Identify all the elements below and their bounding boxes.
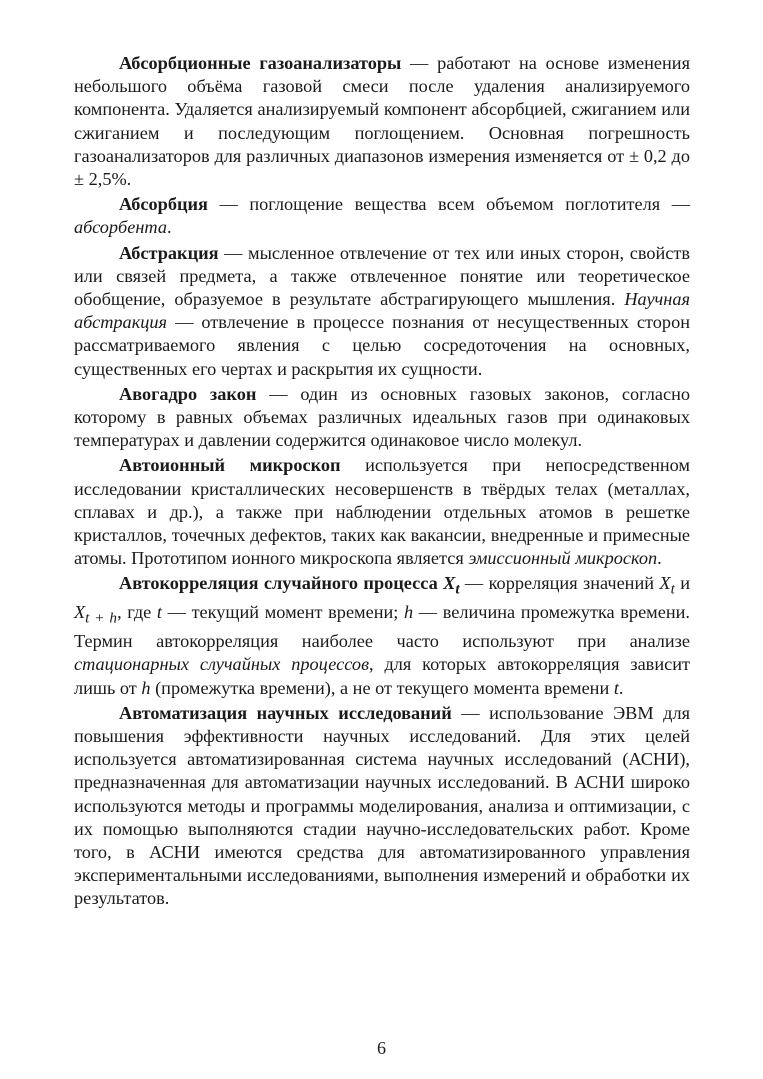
math-variable: h xyxy=(404,602,414,623)
entry-research-automation xyxy=(74,702,690,911)
entry-text: — один из основных газовых законов, согласно которому в равных объемах различных идеальных газов при одинаковых температурах и давлении содержится одинаковое число молекул. xyxy=(74,383,690,451)
math-variable: X xyxy=(74,602,86,623)
page-body xyxy=(74,52,690,913)
entry-term: Абсорбционные газоанализаторы xyxy=(119,53,402,73)
entry-term: Автокорреляция случайного процесса xyxy=(119,573,444,594)
entry-text: . xyxy=(618,677,624,698)
math-variable: X xyxy=(659,573,671,594)
entry-text: , где xyxy=(117,602,157,623)
entry-absorption xyxy=(74,193,690,239)
entry-text: — отвлечение в процессе познания от несущественных сторон рассматриваемого явления с целью сосредоточения на основных, существенных его чертах и раскрытия их сущности. xyxy=(74,312,690,379)
math-subscript: t + h xyxy=(85,609,118,627)
term-variable: X xyxy=(443,573,456,594)
entry-term: Абсорбция xyxy=(119,194,208,215)
entry-text: используется при непосредственном исследовании кристаллических несовершенств в твёрдых телах (металлах, сплавах и др.), а также при наблюдении отдельных атомов в решетке кристаллов, точечных дефектов, таких как вакансии, внедренные и примесные атомы. Прототипом ионного микроскопа является xyxy=(74,455,691,569)
entry-text: (промежутка времени), а не от текущего момента времени xyxy=(150,677,614,698)
page-number: 6 xyxy=(377,1038,386,1058)
entry-italic-ref: абсорбента xyxy=(74,217,167,238)
entry-field-ion-microscope xyxy=(74,454,690,570)
entry-term: Абстракция xyxy=(119,242,219,263)
entry-text: — поглощение вещества всем объемом поглотителя — xyxy=(207,194,690,215)
entry-text: — использование ЭВМ для повышения эффективности научных исследований. Для этих целей используется автоматизированная система научных исследований (АСНИ), предназначенная для автоматизации научных исследований. В АСНИ широко используются методы и программы моделирования, анализа и оптимизации, с их помощью выполняются стадии научно-исследовательских работ. Кроме того, в АСНИ имеются средства для автоматизированного управления экспериментальными исследованиями, выполнения измерений и обработки их результатов. xyxy=(74,702,690,909)
entry-text: и xyxy=(674,573,690,594)
entry-text: . xyxy=(166,217,172,238)
entry-abstraction xyxy=(74,242,690,381)
entry-text: , для которых автокорреляция зависит лишь от xyxy=(74,654,690,698)
entry-text: . xyxy=(657,548,662,569)
entry-text: — работают на основе изменения небольшого объёма газовой смеси после удаления анализируемого компонента. Удаляется анализируемый компонент абсорбцией, сжиганием или сжиганием и последующим поглощением. Основная погрешность газоанализаторов для различных диапазонов измерения изменяется от ± 0,2 до ± 2,5%. xyxy=(74,53,690,190)
entry-text: — корреляция значений xyxy=(459,573,660,594)
entry-text: — текущий момент времени; xyxy=(162,602,405,623)
entry-italic-ref: эмиссионный микроскоп xyxy=(468,548,658,569)
entry-term: Авогадро закон xyxy=(119,383,257,404)
term-variable-subscript: t xyxy=(455,581,460,599)
entry-avogadro-law xyxy=(74,383,690,453)
math-variable: t xyxy=(156,602,163,623)
entry-autocorrelation xyxy=(74,572,690,699)
entry-text: — мысленное отвлечение от тех или иных сторон, свойств или связей предмета, а также отвлеченное понятие или теоретическое обобщение, образуемое в результате абстрагирующего мышления. xyxy=(74,242,690,310)
math-subscript: t xyxy=(670,581,675,599)
entry-italic-ref: стационарных случайных процессов xyxy=(74,654,370,675)
math-variable: t xyxy=(613,677,619,698)
entry-italic-ref: Научная абстракция xyxy=(74,289,690,333)
entry-absorption-gas-analyzers xyxy=(74,52,690,191)
entry-text: — величина промежутка времени. Термин автокорреляция наиболее часто используют при анализе xyxy=(74,602,691,652)
entry-term: Автоионный микроскоп xyxy=(119,455,341,476)
entry-term: Автоматизация научных исследований xyxy=(119,702,452,723)
math-variable: h xyxy=(141,677,151,698)
